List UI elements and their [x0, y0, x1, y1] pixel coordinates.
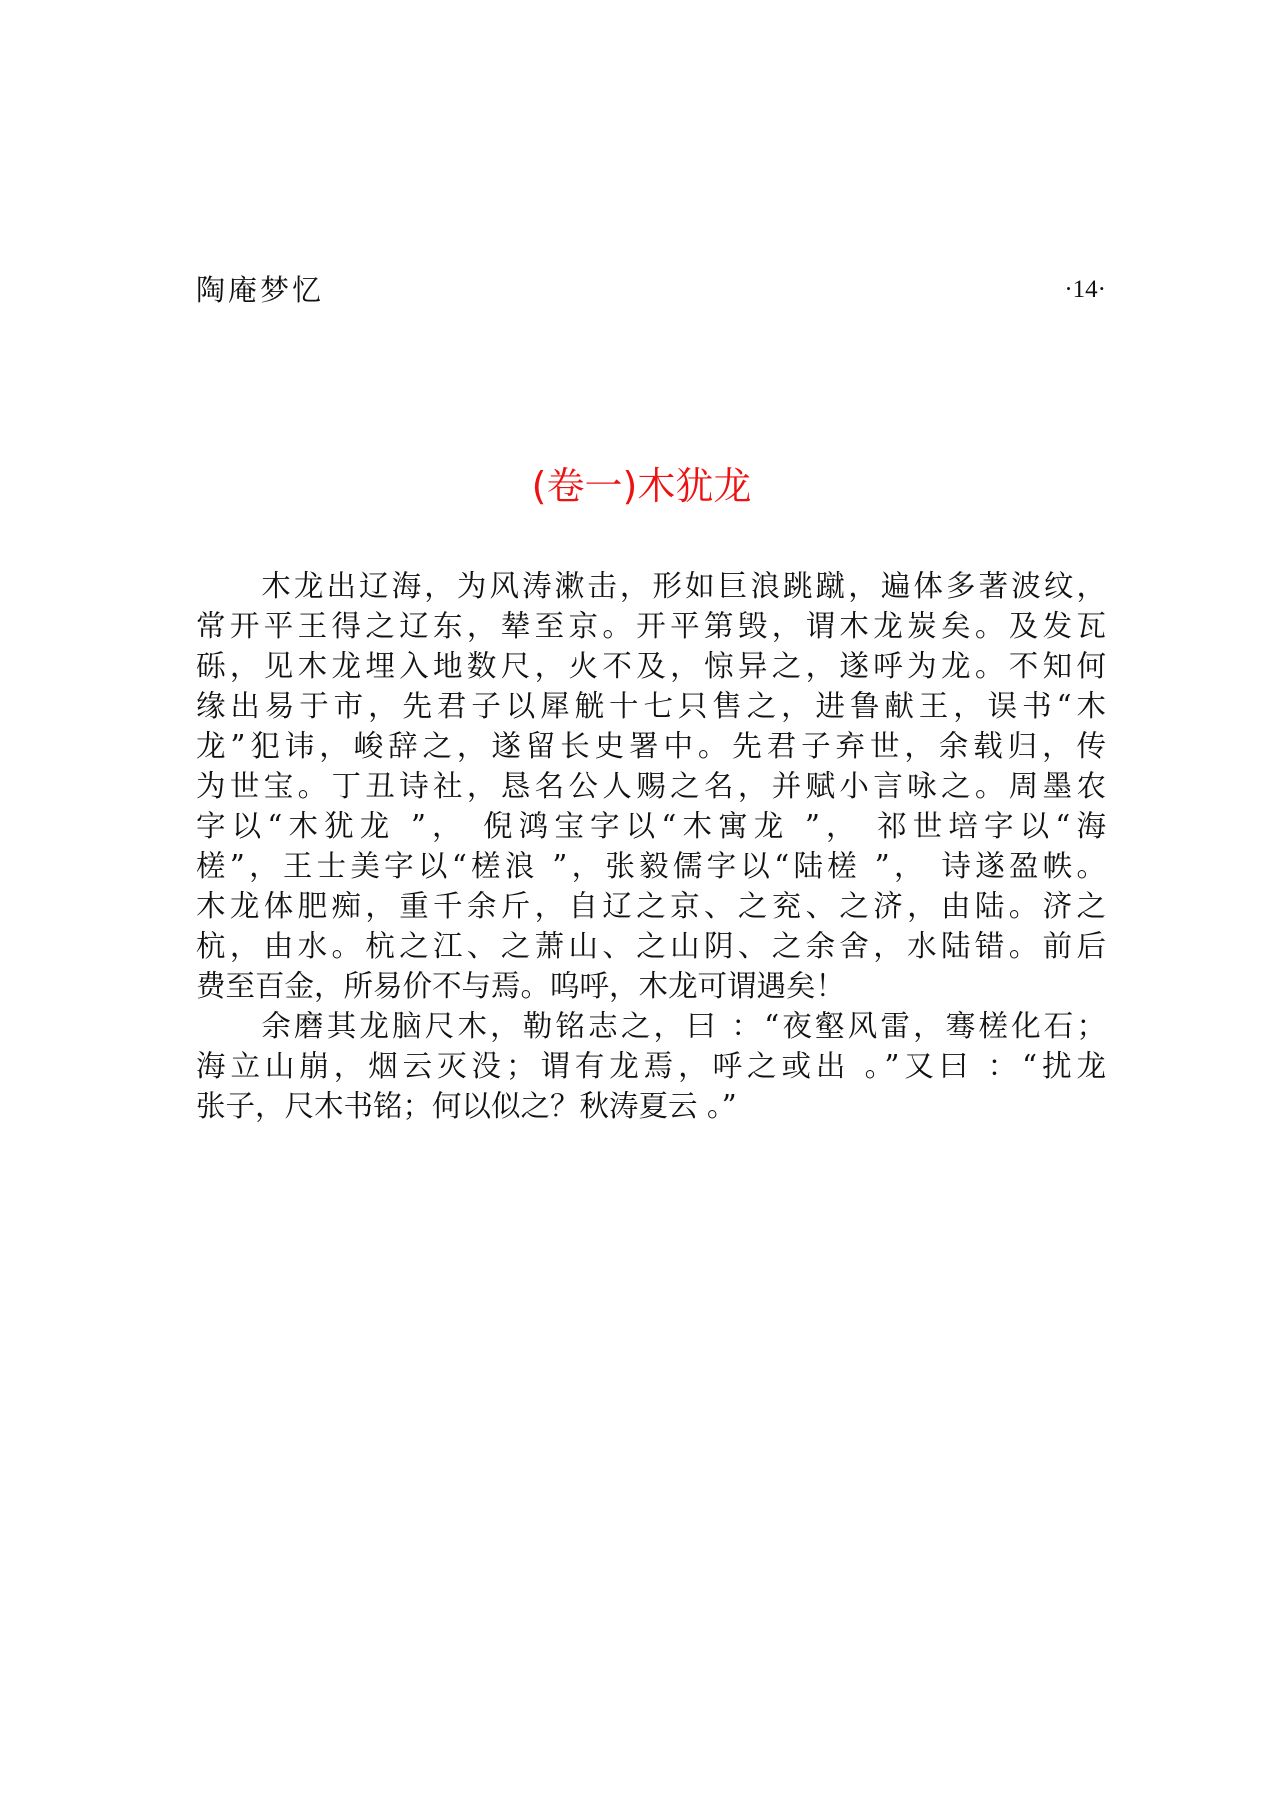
text-line: 缘出易于市，先君子以犀觥十七只售之，进鲁献王，误书“木 [196, 689, 1106, 723]
chapter-title: (卷一)木犹龙 [531, 464, 752, 508]
text-line: 木龙出辽海，为风涛漱击，形如巨浪跳蹴，遍体多著波纹， [196, 569, 1106, 603]
text-line: 张子，尺木书铭；何以似之？秋涛夏云 。” [196, 1089, 737, 1123]
text-line: 龙”犯讳，峻辞之，遂留长史署中。先君子弃世，余载归，传 [196, 729, 1106, 763]
body-text [196, 566, 1106, 1126]
text-line: 常开平王得之辽东，辇至京。开平第毁，谓木龙炭矣。及发瓦 [196, 609, 1106, 643]
paragraph [196, 1006, 1106, 1126]
text-line: 为世宝。丁丑诗社，恳名公人赐之名，并赋小言咏之。周墨农 [196, 769, 1106, 803]
text-line: 字以“木犹龙 ”， 倪鸿宝字以“木寓龙 ”， 祁世培字以“海 [196, 809, 1106, 843]
text-line: 砾，见木龙埋入地数尺，火不及，惊异之，遂呼为龙。不知何 [196, 649, 1106, 683]
text-line: 槎”，王士美字以“槎浪 ”，张毅儒字以“陆槎 ”， 诗遂盈帙。 [196, 849, 1106, 883]
book-title: 陶庵梦忆 [196, 273, 325, 307]
text-line: 余磨其龙脑尺木，勒铭志之，曰 ：“夜壑风雷，骞槎化石； [196, 1009, 1106, 1043]
text-line: 木龙体肥痴，重千余斤，自辽之京、之兖、之济，由陆。济之 [196, 889, 1106, 923]
page-number: ·14· [1064, 276, 1106, 303]
paragraph [196, 566, 1106, 1006]
text-line: 费至百金，所易价不与焉。呜呼，木龙可谓遇矣！ [196, 969, 846, 1003]
text-line: 海立山崩，烟云灭没；谓有龙焉，呼之或出 。”又曰 ：“扰龙 [196, 1049, 1106, 1083]
running-header [196, 268, 1106, 312]
text-line: 杭，由水。杭之江、之萧山、之山阴、之余舍，水陆错。前后 [196, 929, 1106, 963]
